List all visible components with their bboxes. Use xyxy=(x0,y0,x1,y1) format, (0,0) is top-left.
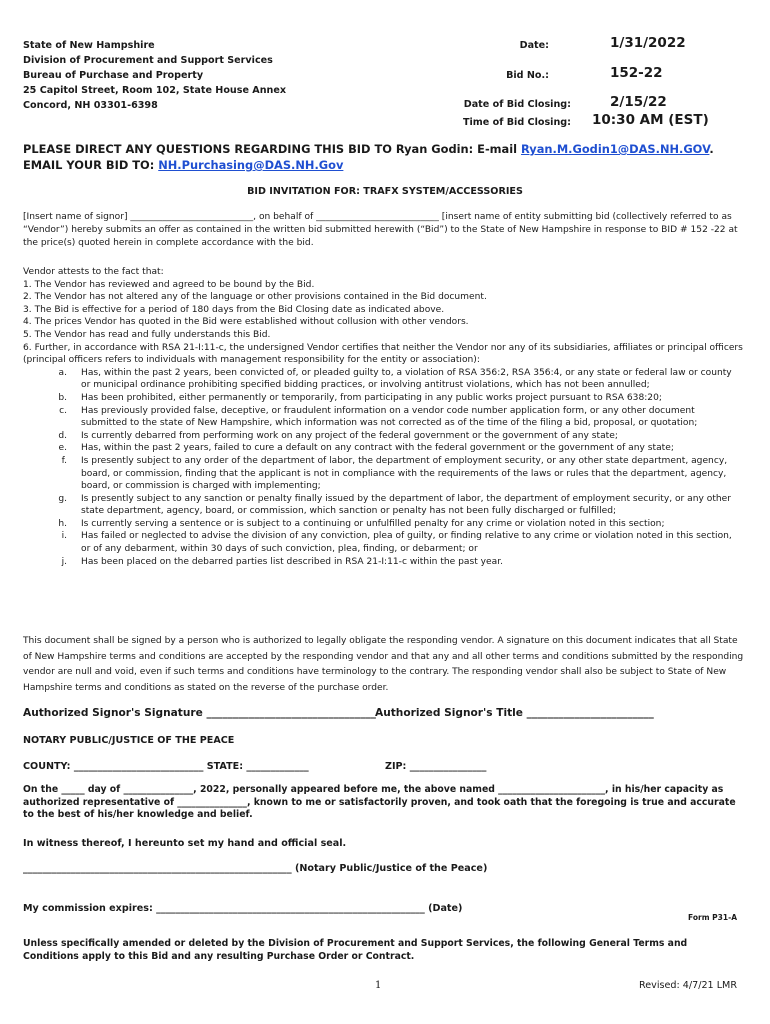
agency-line: Division of Procurement and Support Services xyxy=(23,55,273,66)
attest-heading: Vendor attests to the fact that: xyxy=(23,267,164,277)
sub-item xyxy=(23,405,747,430)
contact-email-link[interactable]: Ryan.M.Godin1@DAS.NH.GOV xyxy=(521,142,710,156)
commission-expires-field[interactable]: My commission expires: ________________________________________________________ (Date) xyxy=(23,903,463,914)
date-value: 1/31/2022 xyxy=(610,35,686,51)
submit-prefix: EMAIL YOUR BID TO: xyxy=(23,158,159,172)
general-terms-note: Unless specifically amended or deleted by the Division of Procurement and Support Services, the following General Terms and Conditions apply to this Bid and any resulting Purchase Order or Contract. xyxy=(23,938,688,962)
attest-item: 1. The Vendor has reviewed and agreed to be bound by the Bid. xyxy=(23,279,315,290)
questions-line xyxy=(23,141,714,157)
signor-signature-field[interactable]: Authorized Signor's Signature ________________________________ xyxy=(23,707,376,719)
sub-item-letter: d. xyxy=(58,430,67,441)
sub-item xyxy=(23,455,747,493)
sub-item xyxy=(23,367,747,392)
closing-date-value: 2/15/22 xyxy=(610,94,667,110)
invitation-title: BID INVITATION FOR: TRAFX SYSTEM/ACCESSORIES xyxy=(247,186,523,197)
bid-no-label: Bid No.: xyxy=(506,70,549,81)
sub-item-text: Is currently debarred from performing work on any project of the federal government or the government of any state; xyxy=(81,430,618,441)
questions-prefix: PLEASE DIRECT ANY QUESTIONS REGARDING THIS BID TO Ryan Godin: E-mail xyxy=(23,142,522,156)
attest-item: 3. The Bid is effective for a period of 180 days from the Bid Closing date as indicated above. xyxy=(23,304,445,315)
sub-item xyxy=(23,530,747,555)
sub-item-letter: h. xyxy=(58,518,67,529)
sub-item-text: Has previously provided false, deceptive, or fraudulent information on a vendor code number application form, or any other document submitted to the state of New Hampshire, which information was not corrected as of the time of the filing a bid, proposal, or quotation; xyxy=(81,405,698,429)
revision-note: Revised: 4/7/21 LMR xyxy=(639,980,737,991)
form-number: Form P31-A xyxy=(688,913,737,922)
sub-item-text: Has failed or neglected to advise the division of any conviction, plea of guilty, or finding relative to any crime or violation noted in this section, or of any debarment, within 30 days of such conviction, plea, finding, or debarment; or xyxy=(81,531,732,555)
sub-item xyxy=(23,556,747,569)
sub-item-text: Is presently subject to any sanction or penalty finally issued by the department of labor, the department of employment security, or any other state department, agency, board, or commission, which sanction or penalty has not been fully discharged or fulfilled; xyxy=(81,493,732,517)
sub-item-letter: g. xyxy=(58,493,67,504)
sub-item xyxy=(23,442,747,455)
contact-block xyxy=(23,141,714,173)
sub-item-letter: c. xyxy=(59,405,67,416)
closing-paragraph: This document shall be signed by a person who is authorized to legally obligate the responding vendor. A signature on this document indicates that all State of New Hampshire terms and conditions are accepted by the responding vendor and that any and all other terms and conditions submitted by the responding vendor are null and void, even if such terms and conditions have terminology to the contrary. The responding vendor shall also be subject to State of New Hampshire terms and conditions as stated on the reverse of the purchase order. xyxy=(23,636,744,693)
sub-item-letter: i. xyxy=(61,531,67,542)
sub-item-text: Has been prohibited, either permanently or temporarily, from participating in any public works project pursuant to RSA 638:20; xyxy=(81,392,662,403)
notary-heading: NOTARY PUBLIC/JUSTICE OF THE PEACE xyxy=(23,735,235,746)
date-label: Date: xyxy=(519,40,549,51)
sub-item xyxy=(23,493,747,518)
questions-suffix: . xyxy=(709,142,714,156)
zip-field[interactable]: ZIP: ________________ xyxy=(385,761,487,772)
attest-item-6: 6. Further, in accordance with RSA 21-I:11-c, the undersigned Vendor certifies that neither the Vendor nor any of its subsidiaries, affiliates or principal officers (principal officers refers to individuals with management responsibility for the entity or association): xyxy=(23,342,743,366)
agency-line: State of New Hampshire xyxy=(23,40,155,51)
signor-title-field[interactable]: Authorized Signor's Title ________________________ xyxy=(375,707,654,719)
sub-item-text: Has, within the past 2 years, been convicted of, or pleaded guilty to, a violation of RSA 356:2, RSA 356:4, or any state or federal law or county or municipal ordinance prohibiting specified bidding practices, or involving antitrust violations, which has not been annulled; xyxy=(81,367,732,391)
sub-item-letter: j. xyxy=(61,556,67,567)
sub-item-text: Is currently serving a sentence or is subject to a continuing or unfulfilled penalty for any crime or violation noted in this section; xyxy=(81,518,665,529)
agency-line: Bureau of Purchase and Property xyxy=(23,70,204,81)
page-number: 1 xyxy=(375,980,382,991)
agency-line: 25 Capitol Street, Room 102, State House Annex xyxy=(23,85,287,96)
sub-item-letter: b. xyxy=(58,392,67,403)
attestation-list xyxy=(23,266,747,568)
sub-item xyxy=(23,392,747,405)
sub-item-letter: e. xyxy=(58,443,67,454)
witness-statement: In witness thereof, I hereunto set my hand and official seal. xyxy=(23,838,347,849)
sub-item-text: Is presently subject to any order of the department of labor, the department of employment security, or any other state department, agency, board, or commission, finding that the applicant is not in compliance with the requirements of the laws or rules that the department, agency, board, or commission is charged with implementing; xyxy=(81,455,728,492)
agency-line: Concord, NH 03301-6398 xyxy=(23,100,158,111)
submit-line xyxy=(23,157,714,173)
agency-address xyxy=(23,38,286,113)
sub-item xyxy=(23,518,747,531)
closing-time-label: Time of Bid Closing: xyxy=(462,117,571,128)
sub-item-text: Has, within the past 2 years, failed to cure a default on any contract with the federal government or the government of any state; xyxy=(81,443,674,454)
submit-email-link[interactable]: NH.Purchasing@DAS.NH.Gov xyxy=(158,158,344,172)
closing-time-value: 10:30 AM (EST) xyxy=(592,112,709,128)
bid-no-value: 152-22 xyxy=(610,65,663,81)
sub-item xyxy=(23,430,747,443)
attest-item: 4. The prices Vendor has quoted in the Bid were established without collusion with other vendors. xyxy=(23,317,469,328)
attest-item: 5. The Vendor has read and fully understands this Bid. xyxy=(23,329,271,340)
closing-date-label: Date of Bid Closing: xyxy=(463,99,571,110)
sub-item-letter: a. xyxy=(58,367,67,378)
notary-signature-field[interactable]: ________________________________________________________ (Notary Public/Justice of the Peace) xyxy=(23,863,488,874)
sub-item-text: Has been placed on the debarred parties list described in RSA 21-I:11-c within the past year. xyxy=(81,556,504,567)
county-state-field[interactable]: COUNTY: ___________________________ STATE: _____________ xyxy=(23,761,309,772)
sub-item-letter: f. xyxy=(61,455,67,466)
intro-paragraph: [Insert name of signor] ___________________________, on behalf of ___________________________ [insert name of entity submitting bid (collectively referred to as “Vendor”) hereby submits an offer as contained in the written bid submitted herewith (“Bid”) to the State of New Hampshire in response to BID # 152 -22 at the price(s) quoted herein in complete accordance with the bid. xyxy=(23,212,738,248)
oath-paragraph: On the _____ day of _______________, 2022, personally appeared before me, the above named _______________________, in his/her capacity as authorized representative of _______________, known to me or satisfactorily proven, and took oath that the foregoing is true and accurate to the best of his/her knowledge and belief. xyxy=(23,784,736,820)
attest-item: 2. The Vendor has not altered any of the language or other provisions contained in the Bid document. xyxy=(23,292,487,303)
